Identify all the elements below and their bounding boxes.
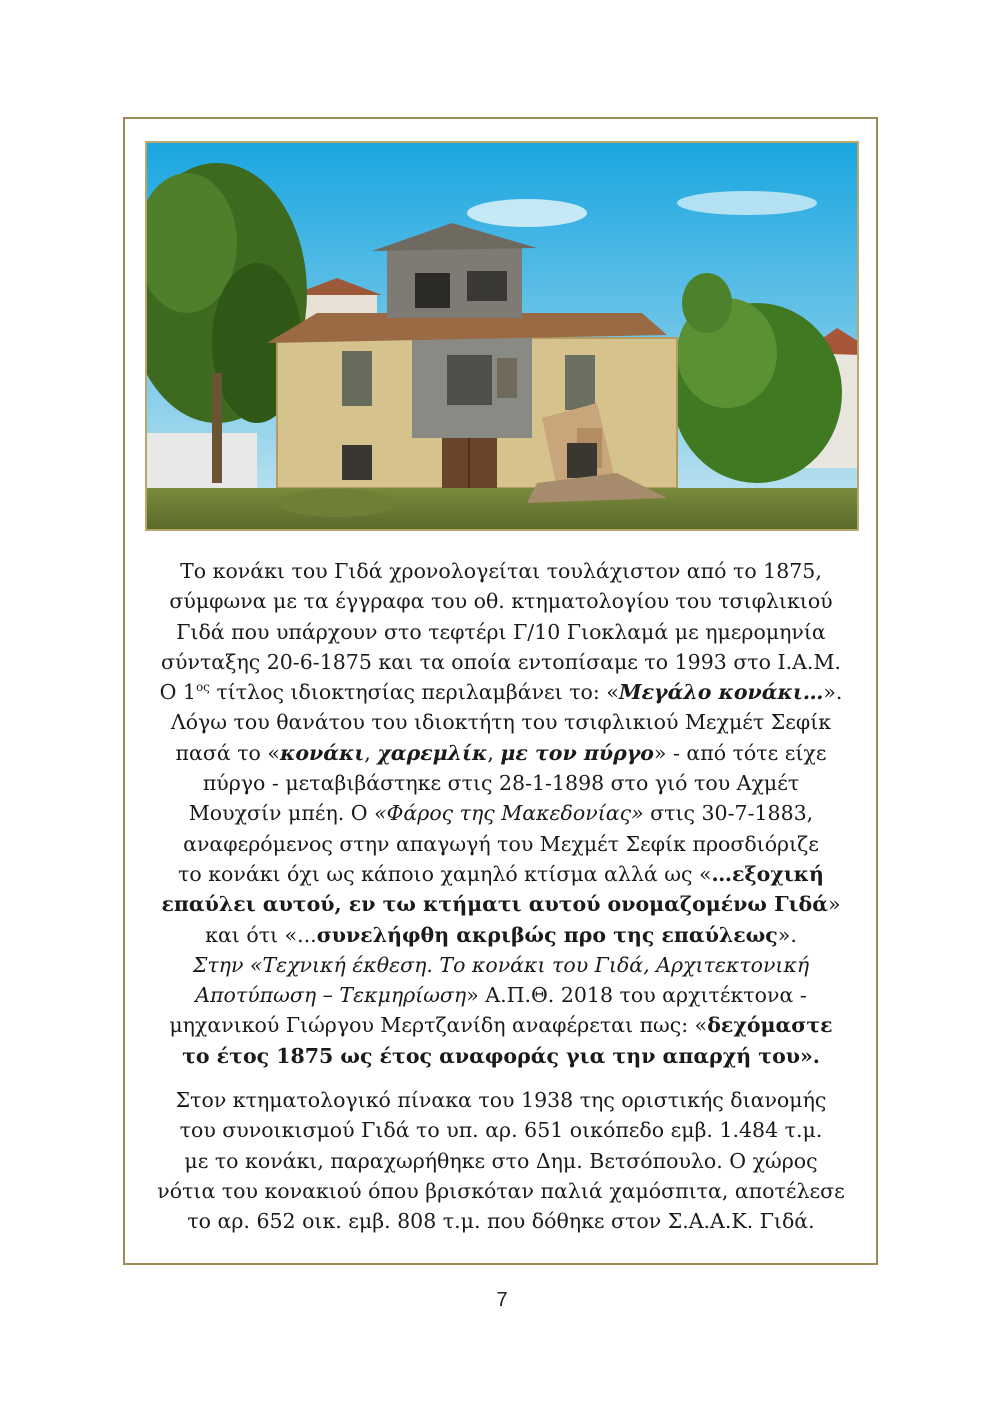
quoted-title: Μεγάλο κονάκι… <box>618 680 824 705</box>
newspaper-title: «Φάρος της Μακεδονίας» <box>374 801 644 826</box>
paragraph-history <box>130 556 872 1071</box>
report-title: Στην «Τεχνική έκθεση. Το κονάκι του Γιδά, Αρχιτεκτονική <box>192 952 810 977</box>
page-number: 7 <box>496 1289 508 1311</box>
text-line: με το κονάκι, παραχωρήθηκε στο Δημ. Βετσόπουλο. Ο χώρος <box>184 1148 818 1173</box>
text-line: Ο 1 <box>159 680 196 705</box>
text-run: » - από τότε είχε <box>653 740 827 765</box>
quote-bold: επαύλει αυτού, εν τω κτήματι αυτού ονομαζομένω Γιδά <box>161 892 828 917</box>
text-line: σύμφωνα με τα έγγραφα του οθ. κτηματολογίου του τσιφλικιού <box>169 589 833 614</box>
text-run: και ότι «... <box>205 922 317 947</box>
quote-bold: το έτος 1875 ως έτος αναφοράς για την απαρχή του». <box>182 1043 820 1068</box>
text-run: » Α.Π.Θ. 2018 του αρχιτέκτονα - <box>466 983 807 1008</box>
text-line: νότια του κονακιού όπου βρισκόταν παλιά χαμόσπιτα, αποτέλεσε <box>157 1178 845 1203</box>
body-text <box>130 556 872 1237</box>
text-run: Μουχσίν μπέη. Ο <box>188 801 375 826</box>
emphasis: χαρεμλίκ <box>377 740 488 765</box>
text-line: το αρ. 652 οικ. εμβ. 808 τ.μ. που δόθηκε στον Σ.Α.Α.Κ. Γιδά. <box>187 1209 815 1234</box>
text-line: Γιδά που υπάρχουν στο τεφτέρι Γ/10 Γιοκλαμά με ημερομηνία <box>176 619 826 644</box>
text-run: πασά το « <box>175 740 280 765</box>
text-run: » <box>828 892 841 917</box>
text-run: ». <box>823 680 843 705</box>
quote-bold: συνελήφθη ακριβώς προ της επαύλεως <box>316 922 778 947</box>
mansion-photo <box>145 141 859 531</box>
text-run: , <box>364 740 378 765</box>
text-run: το κονάκι όχι ως κάποιο χαμηλό κτίσμα αλλά ως « <box>178 861 712 886</box>
text-run: στις 30-7-1883, <box>643 801 814 826</box>
mansion-illustration <box>147 143 857 529</box>
text-line: σύνταξης 20-6-1875 και τα οποία εντοπίσαμε το 1993 στο Ι.Α.Μ. <box>161 649 841 674</box>
quote-bold: δεχόμαστε <box>707 1013 833 1038</box>
report-title: Αποτύπωση – Τεκμηρίωση <box>195 983 467 1008</box>
text-run: ». <box>777 922 797 947</box>
paragraph-cadastre <box>130 1085 872 1236</box>
text-run: μηχανικού Γιώργου Μερτζανίδη αναφέρεται πως: « <box>169 1013 708 1038</box>
emphasis: κονάκι <box>279 740 365 765</box>
text-line: Στον κτηματολογικό πίνακα του 1938 της οριστικής διανομής <box>175 1088 827 1113</box>
ordinal-superscript: ος <box>195 680 210 695</box>
text-line: Λόγω του θανάτου του ιδιοκτήτη του τσιφλικιού Μεχμέτ Σεφίκ <box>170 710 832 735</box>
emphasis: με τον πύργο <box>500 740 654 765</box>
text-line: του συνοικισμού Γιδά το υπ. αρ. 651 οικόπεδο εμβ. 1.484 τ.μ. <box>179 1118 823 1143</box>
text-line: αναφερόμενος στην απαγωγή του Μεχμέτ Σεφίκ προσδιόριζε <box>183 831 819 856</box>
text-line: πύργο - μεταβιβάστηκε στις 28-1-1898 στο γιό του Αχμέτ <box>202 771 800 796</box>
text-run: , <box>487 740 501 765</box>
quote-bold: …εξοχική <box>711 861 824 886</box>
text-line: Το κονάκι του Γιδά χρονολογείται τουλάχιστον από το 1875, <box>180 559 822 583</box>
text-run: τίτλος ιδιοκτησίας περιλαμβάνει το: « <box>209 680 619 705</box>
